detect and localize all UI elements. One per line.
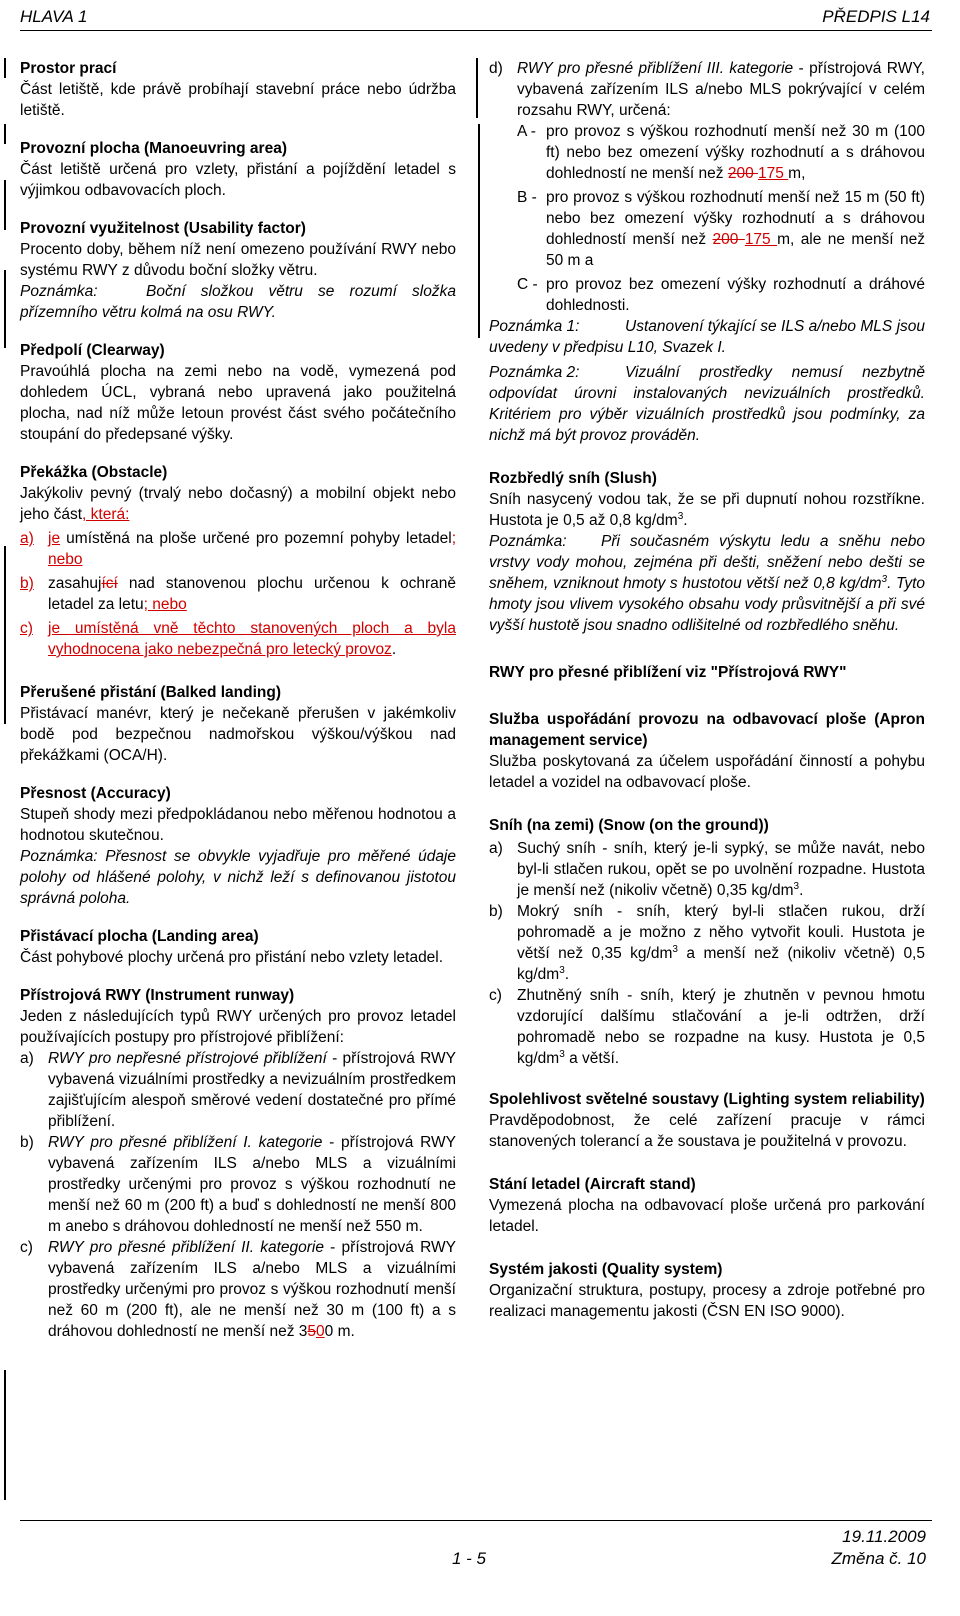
header-rule [20, 30, 932, 31]
text-run: . [683, 512, 688, 529]
list-marker: b) [489, 903, 503, 920]
intro-text: Jakýkoliv pevný (trvalý nebo dočasný) a mobilní objekt nebo jeho část [20, 485, 456, 523]
term-heading: Spolehlivost světelné soustavy (Lighting system reliability) [489, 1091, 925, 1108]
def-pristavaci-plocha [20, 926, 456, 968]
item-text: nad stanovenou plochu určenou k ochraně letadel za letu [48, 575, 456, 613]
term-heading: RWY pro přesné přiblížení viz "Přístrojová RWY" [489, 664, 847, 681]
item-text: pro provoz s výškou rozhodnutí menší než 30 m (100 ft) nebo bez omezení výšky rozhodnutí a s dráhovou dohledností ne menší než [546, 123, 925, 182]
definition-text [20, 483, 456, 525]
note-label: Poznámka: [489, 533, 567, 550]
list-item [489, 121, 925, 184]
term-heading: Přistávací plocha (Landing area) [20, 928, 259, 945]
item-text: pro provoz bez omezení výšky rozhodnutí a dráhové dohlednosti. [546, 276, 925, 314]
item-text: Zhutněný sníh - sníh, který je zhutněn v pevnou hmotu vzdorující dalšímu stlačování a je-li odtržen, drží pohromadě nebo se rozpadne na kusy. Hustota je 0,5 kg/dm [517, 987, 925, 1067]
note [489, 531, 925, 636]
runway-type-list [489, 58, 925, 121]
list-item [20, 528, 456, 570]
deleted-text: 5 [307, 1323, 317, 1340]
term-heading: Rozbředlý sníh (Slush) [489, 470, 657, 487]
item-text: . [564, 966, 570, 983]
obstacle-list [20, 528, 456, 660]
superscript: 3 [672, 943, 678, 955]
left-column [20, 58, 456, 1359]
change-bar [476, 58, 478, 118]
def-rwy-presne [489, 662, 925, 683]
amended-text: je [48, 530, 61, 547]
term-heading: Překážka (Obstacle) [20, 464, 168, 481]
superscript: 3 [559, 964, 565, 976]
item-text: - přístrojová RWY, vybavená zařízením ILS a/nebo MLS pokrývající v celém rozsahu RWY, určená: [517, 60, 925, 119]
term-heading: Stání letadel (Aircraft stand) [489, 1176, 696, 1193]
change-bar [4, 1370, 6, 1500]
list-marker: a) [20, 1050, 34, 1067]
superscript: 3 [559, 1048, 565, 1060]
item-text: . [391, 641, 397, 658]
note-text: Vizuální prostředky nemusí nezbytně odpovídat úrovni instalovaných nevizuálních prostředků. Kritériem pro výběr vizuálních prostředků jsou podmínky, za nichž má být provoz prováděn. [489, 364, 925, 444]
def-pristrojova-rwy [20, 985, 456, 1342]
note-text: Přesnost se obvykle vyjadřuje pro měřené údaje polohy od hlášené polohy, v nichž leží s definovanou jistotou správná poloha. [20, 848, 456, 907]
list-item [20, 1048, 456, 1132]
definition-text: Jeden z následujících typů RWY určených pro provoz letadel používajících postupy pro přístrojové přiblížení: [20, 1008, 456, 1046]
list-item [489, 274, 925, 316]
definition-text: Procento doby, během níž není omezeno používání RWY nebo systému RWY z důvodu boční složky větru. [20, 241, 456, 279]
note-label: Poznámka: [20, 283, 98, 300]
term-heading: Přístrojová RWY (Instrument runway) [20, 987, 295, 1004]
item-text: a menší než (nikoliv včetně) 0,5 kg/dm [517, 945, 925, 983]
definition-text: Část letiště určená pro vzlety, přistání a pojíždění letadel s výjimkou odbavovacích ploch. [20, 161, 456, 199]
def-rozbredly-snih [489, 468, 925, 636]
note-label: Poznámka 2: [489, 364, 580, 381]
note-text: . Tyto hmoty jsou vlivem vysokého obsahu vody průsvitnější a při své vyšší hustotě jsou snadno odlišitelné od rozbředlého sněhu. [489, 575, 925, 634]
def-system-jakosti [489, 1259, 925, 1322]
term-heading: Provozní plocha (Manoeuvring area) [20, 140, 287, 157]
change-bar [4, 546, 6, 724]
list-marker: c) [20, 1239, 33, 1256]
item-text: . [799, 882, 804, 899]
definition-text: Přistávací manévr, který je nečekaně přerušen v jakémkoliv bodě pod bezpečnou nadmořskou výškou/výškou nad překážkami (OCA/H). [20, 705, 456, 764]
note-label: Poznámka 1: [489, 318, 580, 335]
change-bar [478, 124, 480, 338]
term-heading: Prostor prací [20, 60, 117, 77]
item-text: umístěná na ploše určené pro pozemní pohyby letadel [60, 530, 452, 547]
def-prerusene-pristani [20, 682, 456, 766]
item-term: RWY pro přesné přiblížení III. kategorie [517, 60, 794, 77]
list-item [489, 838, 925, 901]
definition-text: Část pohybové plochy určená pro přistání nebo vzlety letadel. [20, 949, 444, 966]
category-list [489, 121, 925, 316]
item-text: m, [788, 165, 806, 182]
item-text: Suchý sníh - sníh, který je-li sypký, se může navát, nebo byl-li stlačen rukou, opět se po uvolnění rozpadne. Hustota je menší než (nikoliv včetně) 0,35 kg/dm [517, 840, 925, 899]
def-provozni-plocha [20, 138, 456, 201]
list-item [20, 1237, 456, 1342]
amended-text: ; nebo [48, 530, 456, 568]
list-item [20, 573, 456, 615]
note [20, 281, 456, 323]
change-bar [4, 58, 6, 78]
def-prekazka [20, 462, 456, 660]
footer-rule [20, 1520, 932, 1521]
amended-text: 0 [316, 1323, 325, 1340]
item-term: RWY pro přesné přiblížení I. kategorie [48, 1134, 323, 1151]
runway-type-list [20, 1048, 456, 1342]
list-item [20, 618, 456, 660]
change-bar [4, 124, 6, 144]
header-regulation: PŘEDPIS L14 [822, 7, 930, 26]
term-heading: Přerušené přistání (Balked landing) [20, 684, 281, 701]
text-run: Sníh nasycený vodou tak, že se při dupnutí nohou rozstříkne. Hustota je 0,5 až 0,8 kg/dm [489, 491, 925, 529]
item-text: a větší. [564, 1050, 620, 1067]
item-text: - přístrojová RWY vybavená zařízením ILS a/nebo MLS a vizuálními prostředky určenými pro provoz s výškou rozhodnutí menší než 60 m (200 ft), ale ne menší než 30 m (100 ft) a s dráhovou dohledností ne menší než 3 [48, 1239, 456, 1340]
item-term: RWY pro nepřesné přístrojové přiblížení [48, 1050, 327, 1067]
deleted-text: ící [101, 575, 118, 592]
definition-text: Služba poskytovaná za účelem uspořádání činností a pohybu letadel a vozidel na odbavovací ploše. [489, 753, 925, 791]
list-marker: b) [20, 575, 34, 592]
def-provozni-vyuzitelnost [20, 218, 456, 323]
list-marker: C - [517, 276, 538, 293]
list-marker: a) [489, 840, 503, 857]
list-item [489, 985, 925, 1069]
change-bar [4, 180, 6, 230]
footer-date: 19.11.2009 [842, 1527, 926, 1546]
item-text: 0 m. [324, 1323, 355, 1340]
term-heading: Předpolí (Clearway) [20, 342, 165, 359]
page-header [20, 2, 930, 26]
amended-text: , která: [82, 506, 130, 523]
amended-text: je umístěná vně těchto stanovených ploch a byla vyhodnocena jako nebezpečná pro letecký provoz [48, 620, 456, 658]
deleted-text: 200 [727, 165, 758, 182]
list-item [20, 1132, 456, 1237]
def-presnost [20, 783, 456, 909]
item-text: - přístrojová RWY vybavená zařízením ILS a/nebo MLS a vizuálními prostředky určenými pro provoz s výškou rozhodnutí ne menší než 60 m (200 ft) a buď s dohledností ne menší 800 m anebo s dráhovou dohledností ne menší než 550 m. [48, 1134, 456, 1235]
definition-text [489, 489, 925, 531]
right-column [489, 58, 925, 1339]
note [489, 362, 925, 446]
term-heading: Sníh (na zemi) (Snow (on the ground)) [489, 817, 769, 834]
item-text: zasahuj [48, 575, 102, 592]
amended-text: 175 [744, 231, 778, 248]
snow-type-list [489, 838, 925, 1069]
def-snih [489, 815, 925, 1069]
amended-text: ; nebo [143, 596, 187, 613]
list-marker: B - [517, 189, 537, 206]
def-spolehlivost [489, 1089, 925, 1152]
list-marker: A - [517, 123, 536, 140]
list-marker: c) [20, 620, 33, 637]
definition-text: Pravděpodobnost, že celé zařízení pracuje v rámci stanovených tolerancí a že soustava je použitelná v provozu. [489, 1112, 925, 1150]
definition-text: Stupeň shody mezi předpokládanou nebo měřenou hodnotou a hodnotou skutečnou. [20, 806, 456, 844]
footer-change: Změna č. 10 [831, 1549, 926, 1568]
term-heading: Přesnost (Accuracy) [20, 785, 171, 802]
list-marker: c) [489, 987, 502, 1004]
def-stani-letadel [489, 1174, 925, 1237]
superscript: 3 [881, 573, 888, 585]
item-term: RWY pro přesné přiblížení II. kategorie [48, 1239, 324, 1256]
list-item [489, 187, 925, 271]
note-text: Ustanovení týkající se ILS a/nebo MLS jsou uvedeny v předpisu L10, Svazek I. [489, 318, 925, 356]
item-text: Mokrý sníh - sníh, který byl-li stlačen rukou, drží pohromadě a je možno z něho vytvořit kouli. Hustota je větší než 0,35 kg/dm [517, 903, 925, 962]
def-prostor-praci [20, 58, 456, 121]
header-chapter: HLAVA 1 [20, 7, 88, 26]
definition-text: Vymezená plocha na odbavovací ploše určená pro parkování letadel. [489, 1197, 925, 1235]
term-heading: Provozní využitelnost (Usability factor) [20, 220, 306, 237]
list-item [489, 901, 925, 985]
item-text: - přístrojová RWY vybavená vizuálními prostředky a nevizuálním prostředkem zajišťujícím alespoň směrové vedení dostatečné pro přímé přiblížení. [48, 1050, 456, 1130]
deleted-text: 200 [712, 231, 745, 248]
term-heading: Služba uspořádání provozu na odbavovací ploše (Apron management service) [489, 711, 925, 749]
note-text: Boční složkou větru se rozumí složka přízemního větru kolmá na osu RWY. [20, 283, 456, 321]
definition-text: Pravoúhlá plocha na zemi nebo na vodě, vymezená pod dohledem ÚCL, vybraná nebo upravená jako použitelná plocha, nad níž může letoun provést část svého počátečního stoupání do předepsané výšky. [20, 363, 456, 443]
note [489, 316, 925, 358]
footer-page-number: 1 - 5 [452, 1549, 487, 1568]
note [20, 846, 456, 909]
list-marker: a) [20, 530, 34, 547]
item-text: m, ale ne menší než 50 m a [546, 231, 926, 269]
list-marker: d) [489, 60, 503, 77]
def-apron-management [489, 709, 925, 793]
def-pristrojova-rwy-d [489, 58, 925, 446]
term-heading: Systém jakosti (Quality system) [489, 1261, 723, 1278]
definition-text: Organizační struktura, postupy, procesy a zdroje potřebné pro realizaci managementu jakosti (ČSN EN ISO 9000). [489, 1282, 925, 1320]
note-text: Při současném výskytu ledu a sněhu nebo vrstvy vody mohou, zejména při dešti, sněžení nebo dešti se sněhem, vzniknout hmoty s hustotou větší než 0,8 kg/dm [489, 533, 925, 592]
definition-text: Část letiště, kde právě probíhají stavební práce nebo údržba letiště. [20, 81, 456, 119]
item-text: pro provoz s výškou rozhodnutí menší než 15 m (50 ft) nebo bez omezení výšky rozhodnutí a s dráhovou dohledností menší než [546, 189, 925, 248]
def-predpoli [20, 340, 456, 445]
list-item [489, 58, 925, 121]
amended-text: 175 [758, 165, 789, 182]
list-marker: b) [20, 1134, 34, 1151]
superscript: 3 [677, 510, 684, 522]
change-bar [4, 270, 6, 348]
note-label: Poznámka: [20, 848, 98, 865]
superscript: 3 [793, 880, 800, 892]
